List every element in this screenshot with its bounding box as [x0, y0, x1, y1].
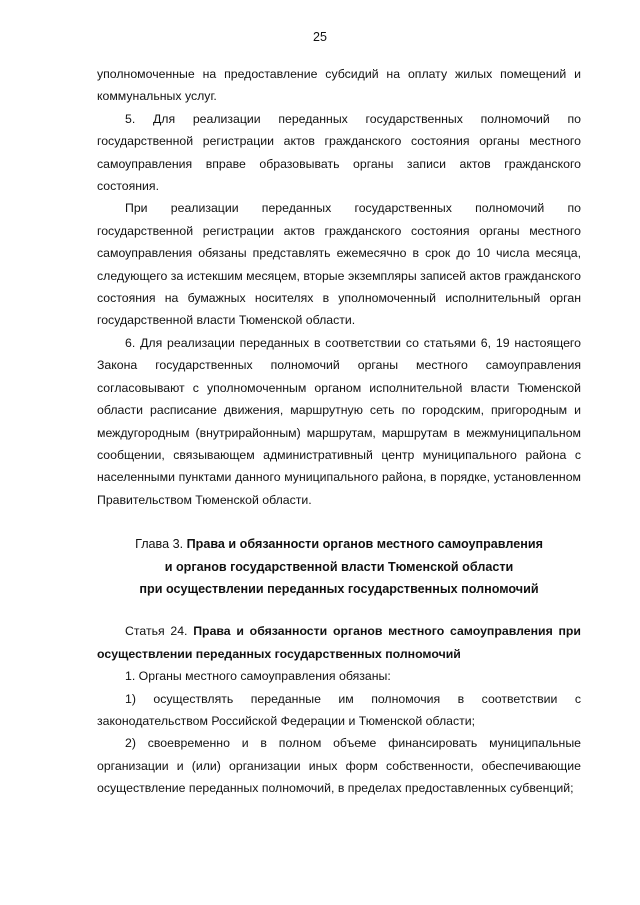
chapter-title-line-1: Права и обязанности органов местного самоуправления — [186, 537, 543, 552]
article-item-1: 1. Органы местного самоуправления обязаны: — [125, 669, 391, 684]
article-heading — [97, 620, 581, 665]
article-subitem-2: 2) своевременно и в полном объеме финансировать муниципальные организации и (или) организации иных форм собственности, обеспечивающие осуществление переданных полномочий, в пределах предоставленных субвенций; — [97, 736, 581, 796]
chapter-heading-line-1 — [97, 533, 581, 555]
article-title: Права и обязанности органов местного самоуправления при осуществлении переданных государственных полномочий — [97, 624, 581, 661]
chapter-title-line-3: при осуществлении переданных государственных полномочий — [139, 581, 539, 596]
paragraph-continuation: уполномоченные на предоставление субсидий на оплату жилых помещений и коммунальных услуг. — [97, 67, 581, 104]
paragraph-item-5: 5. Для реализации переданных государственных полномочий по государственной регистрации актов гражданского состояния органы местного самоуправления вправе образовывать органы записи актов гражданского состояния. — [97, 111, 581, 194]
chapter-prefix: Глава 3. — [135, 537, 187, 552]
document-body — [97, 63, 581, 800]
chapter-heading — [97, 533, 581, 600]
article-prefix: Статья 24. — [125, 624, 194, 639]
page-number: 25 — [313, 30, 327, 44]
paragraph-registration-duty: При реализации переданных государственных полномочий по государственной регистрации актов гражданского состояния органы местного самоуправления обязаны представлять ежемесячно в срок до 10 числа месяца, следующего за истекшим месяцем, вторые экземпляры записей актов гражданского состояния на бумажных носителях в уполномоченный исполнительный орган государственной власти Тюменской области. — [97, 201, 581, 328]
article-subitem-1: 1) осуществлять переданные им полномочия в соответствии с законодательством Российской Федерации и Тюменской области; — [97, 691, 581, 728]
paragraph-item-6: 6. Для реализации переданных в соответствии со статьями 6, 19 настоящего Закона государственных полномочий органы местного самоуправления согласовывают с уполномоченным органом исполнительной власти Тюменской области расписание движения, маршрутную сеть по городским, пригородным и междугородным (внутрирайонным) маршрутам, маршрутам в межмуниципальном сообщении, связывающем административный центр муниципального района с населенными пунктами данного муниципального района, в порядке, установленном Правительством Тюменской области. — [97, 335, 581, 507]
chapter-title-line-2: и органов государственной власти Тюменской области — [164, 559, 514, 574]
